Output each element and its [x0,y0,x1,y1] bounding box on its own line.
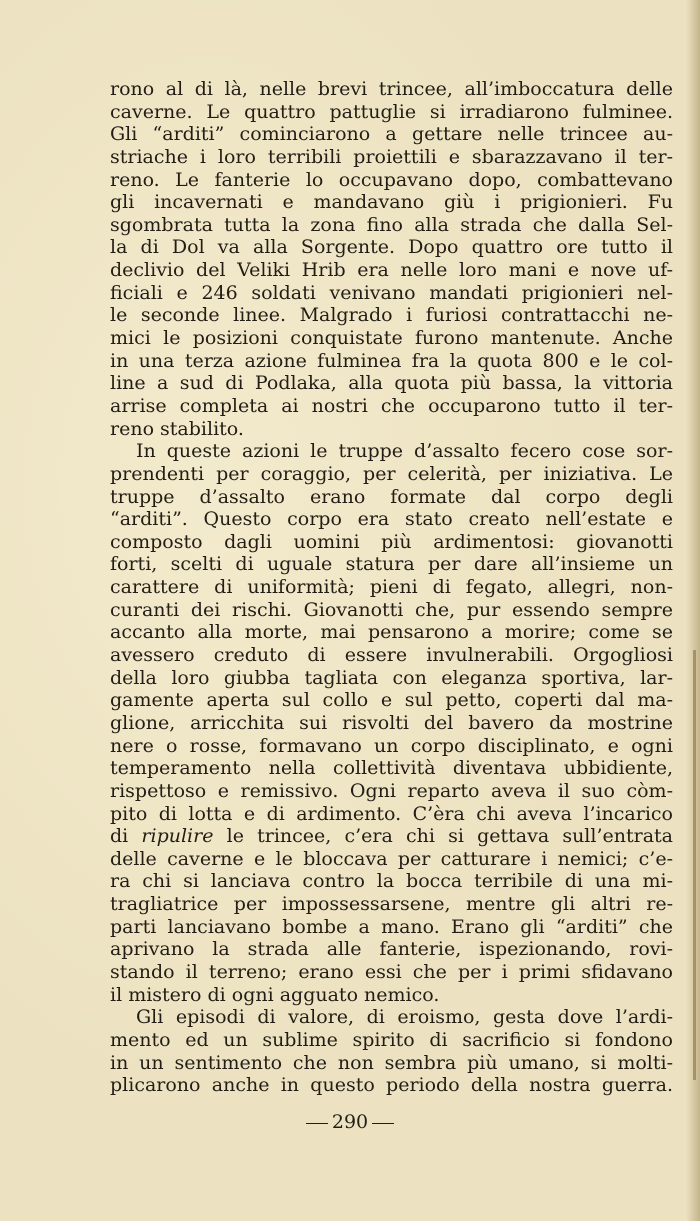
text-line: line a sud di Podlaka, alla quota più bassa, la vittoria [110,372,673,395]
italic-word: ripulire [141,825,214,848]
text-line: rono al di là, nelle brevi trincee, all’imboccatura delle [110,78,673,100]
text-line: truppe d’assalto erano formate dal corpo degli [110,485,673,508]
text-line: tragliatrice per impossessarsene, mentre gli altri re- [110,893,673,916]
body-text [110,78,673,1097]
text-line: in una terza azione fulminea fra la quota 800 e le col- [110,349,673,372]
text-line: nere o rosse, formavano un corpo disciplinato, e ogni [110,734,673,757]
text-line: reno stabilito. [110,417,244,440]
text-line: le seconde linee. Malgrado i furiosi contrattacchi ne- [110,304,673,327]
folio-dash-left [306,1123,328,1124]
text-line: curanti dei rischi. Giovanotti che, pur essendo sempre [110,598,673,621]
text-line: gamente aperta sul collo e sul petto, coperti dal ma- [110,689,673,712]
text-line: pito di lotta e di ardimento. C’èra chi aveva l’incarico [110,802,673,825]
text-line: In queste azioni le truppe d’assalto fecero cose sor- [136,440,673,463]
text-line: “arditi”. Questo corpo era stato creato nell’estate e [110,508,673,531]
text-line: temperamento nella collettività diventava ubbidiente, [110,757,673,780]
folio-dash-right [372,1123,394,1124]
text-line: di ripulire le trincee, c’era chi si gettava sull’entrata [110,825,673,848]
text-line: declivio del Veliki Hrib era nelle loro mani e nove uf- [110,259,673,282]
text-line: striache i loro terribili proiettili e sbarazzavano il ter- [110,145,673,168]
text-line: avessero creduto di essere invulnerabili. Orgogliosi [110,644,673,667]
page-number [0,1110,700,1134]
text-line: in un sentimento che non sembra più umano, si molti- [110,1051,673,1074]
text-line: ficiali e 246 soldati venivano mandati prigionieri nel- [110,281,673,304]
text-line: Gli “arditi” cominciarono a gettare nelle trincee au- [110,123,673,146]
text-line: carattere di uniformità; pieni di fegato, allegri, non- [110,576,673,599]
text-line: reno. Le fanterie lo occupavano dopo, combattevano [110,168,673,191]
text-line: plicarono anche in questo periodo della nostra guerra. [110,1074,673,1097]
text-line: composto dagli uomini più ardimentosi: giovanotti [110,530,673,553]
text-line: stando il terreno; erano essi che per i primi sfidavano [110,960,673,983]
text-line: rispettoso e remissivo. Ogni reparto aveva il suo còm- [110,779,673,802]
text-line: il mistero di ogni agguato nemico. [110,983,440,1006]
text-line: accanto alla morte, mai pensarono a morire; come se [110,621,673,644]
text-line: gli incavernati e mandavano giù i prigionieri. Fu [110,191,673,214]
text-line: della loro giubba tagliata con eleganza sportiva, lar- [110,666,673,689]
text-line: forti, scelti di uguale statura per dare all’insieme un [110,553,673,576]
text-line: glione, arricchita sui risvolti del bavero da mostrine [110,711,673,734]
text-line: mici le posizioni conquistate furono mantenute. Anche [110,327,673,350]
text-line: Gli episodi di valore, di eroismo, gesta dove l’ardi- [136,1006,673,1029]
text-line: prendenti per coraggio, per celerità, per iniziativa. Le [110,462,673,485]
text-line: ra chi si lanciava contro la bocca terribile di una mi- [110,870,673,893]
page-number-value: 290 [331,1111,369,1133]
text-line: parti lanciavano bombe a mano. Erano gli “arditi” che [110,915,673,938]
text-line: delle caverne e le bloccava per catturare i nemici; c’e- [110,847,673,870]
text-line: caverne. Le quattro pattuglie si irradiarono fulminee. [110,100,673,123]
text-line: la di Dol va alla Sorgente. Dopo quattro ore tutto il [110,236,673,259]
page-edge-line [693,650,696,1080]
text-line: aprivano la strada alle fanterie, ispezionando, rovi- [110,938,673,961]
text-line: sgombrata tutta la zona fino alla strada che dalla Sel- [110,213,673,236]
text-line: mento ed un sublime spirito di sacrificio si fondono [110,1028,673,1051]
text-line: arrise completa ai nostri che occuparono tutto il ter- [110,394,673,417]
